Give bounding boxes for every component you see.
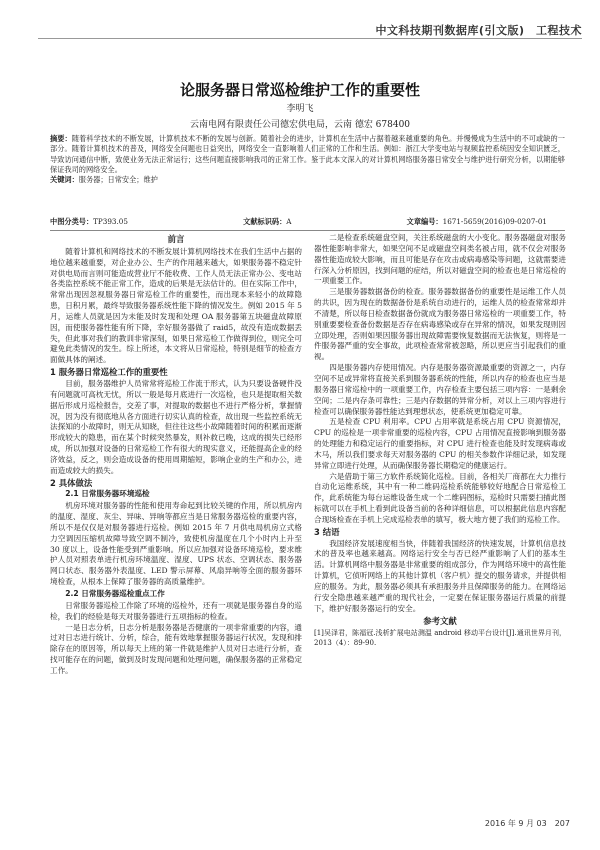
article-number-label: 文章编号： bbox=[406, 217, 443, 226]
doc-code-label: 文献标识码： bbox=[243, 217, 287, 226]
abstract-text: 随着科学技术的不断发展，计算机技术不断的发展与创新。随着社会的进步，计算机在生活中占据着越来越重要的角色。并慢慢成为生活中的不可或缺的一部分。随着计算机技术的普及，网络安全问题也日益突出，网络安全一直影响着人们正常的工作和生活。例如：浙江大学变电站与视频监控系统因安全知识匮乏，导致访问通信中断，致使业务无法正常运行；这些问题直接影响我司的正常工作。鉴于此本文深入的对计算机网络服务器日常安全与维护进行研究分析，以期能够保证我司的网络安全。 bbox=[50, 134, 565, 174]
check-item-3: 三是服务器数据备份的检查。服务器数据备份的重要性是运维工作人员的共识，因为现在的数据备份是系统自动进行的，运维人员的检查常常却并不清楚，所以每日检查数据备份就成为服务器日常巡检的一项重要工作，特别重要要检查备份数据是否存在病毒感染或存在异常的情况，如果发现则因立即处理，否则如果因服务器出现故障需要恢复数据而无法恢复，则将是一件服务器严重的安全事故，此项检查常常被忽略，所以更应当引起我们的重视。 bbox=[314, 287, 566, 362]
section2-1-heading: 2.1 日常服务器环境巡检 bbox=[65, 489, 150, 499]
references-heading: 参考文献 bbox=[423, 615, 457, 626]
reference-item: [1]吴泽君，陈福冠.浅析扩展电站测温 android 移动平台设计[J].通讯世界月刊，2013（4）：89-90. bbox=[314, 629, 566, 648]
section3-paragraph: 我国经济发展速度相当快，伴随着我国经济的快速发展，计算机信息技术的普及率也越来越高。网络运行安全与否已经严重影响了人们的基本生活。计算机网络中服务器是非常重要的组成部分，作为网络环境中的高性能计算机，它侦听网络上的其他计算机（客户机）提交的服务请求，并提供相应的服务。为此，服务器必须具有承担服务并且保障服务的能力。在网络运行安全隐患越来越严重的现代社会，一定要在保证服务器运行质量的前提下，维护好服务器运行的安全。 bbox=[314, 538, 566, 613]
page-footer: 2016 年 9 月 03 207 bbox=[484, 819, 570, 828]
keywords-label: 关键词： bbox=[50, 175, 79, 185]
section3-heading: 3 结语 bbox=[314, 526, 340, 537]
section1-heading: 1 服务器日常巡检工作的重要性 bbox=[50, 367, 168, 378]
section2-heading: 2 具体做法 bbox=[50, 477, 93, 488]
check-item-6: 六是借助于第三方软件系统简化巡检。目前，各相关厂商都在大力推行自动化运维系统，其中有一种二维码巡检系统能够较好地配合日常巡检工作，此系统能为每台运维设备生成一个二维码图标，巡检时只需要扫描此图标就可以在手机上看到此设备当前的各种详细信息，可以根据此信息内容配合现场检查在手机上完成巡检表单的填写，极大地方便了我们的巡检工作。 bbox=[314, 471, 566, 524]
article-author: 李明飞 bbox=[286, 104, 314, 114]
article-number-value: 1671-5659(2016)09-0207-01 bbox=[442, 217, 547, 226]
header-rule bbox=[38, 38, 582, 39]
clc-label: 中图分类号： bbox=[50, 217, 94, 226]
section2-1-paragraph: 机房环境对服务器的性能和使用寿命起到比较关键的作用，所以机房内的温度、湿度、灰尘、异味、异响等都应当是日常服务器巡检的重要内容，所以不是仅仅是对服务器进行巡检。例如 2015 年 7 月供电局机房立式格力空调因压缩机故障导致空调不制冷，致使机房温度在几个小时内上升至 30 度以上，设备性能受到严重影响。所以应加强对设备环境巡检，要求维护人员对照表单进行机房环境温度、湿度、UPS 状态、空调状态、服务器网口状态、服务器外表温度、LED 警示屏幕、风扇异响等全面的服务器环境检查，从根本上保障了服务器的高质量维护。 bbox=[50, 501, 302, 587]
preface-heading: 前言 bbox=[167, 234, 185, 244]
preface-paragraph: 随着计算机和网络技术的不断发展计算机网络技术在我们生活中占据的地位越来越重要，对企业办公、生产的作用越来越大，如果服务器不稳定针对供电局而言则可能造成营业厅不能收费、工作人员无法正常办公、变电站各类监控系统不能正常工作，造成的后果是无法估计的。但在实际工作中，常常出现因忽视服务器日常巡检工作的重要性，而出现本来轻小的故障隐患，日积月累，最终导致服务器系统性能下降的情况发生。例如 2015 年 5 月，运维人员就是因为未能及时发现和处理 OA 服务器第五块磁盘故障原因，而使服务器性能有所下降，幸好服务器做了 raid5，故没有造成数据丢失，但此事对我们的教训非常深刻，如果日常巡检工作做得到位，则完全可避免此类情况的发生。综上所述，本文将从日常巡检，特别是细节的检查方面做具体的阐述。 bbox=[50, 246, 302, 365]
separator-rule bbox=[50, 230, 565, 231]
check-item-2: 二是检查系统磁盘空间，关注系统磁盘的大小变化。服务器磁盘对服务器性能影响非常大，如果空间不足或磁盘空间类名被占用，就不仅会对服务器性能造成较大影响，而且可能是存在攻击或病毒感染等问题，这就需要进行深入分析原因，找到问题的症结，所以对磁盘空间的检查也是日常巡检的一项重要工作。 bbox=[314, 233, 566, 286]
check-item-4: 四是服务器内存使用情况。内存是服务器资源最重要的资源之一，内存空间不足或异常将直接关系到服务器系统的性能，所以内存的检查也应当是服务器日常巡检中的一项重要工作，内存检查主要包括三项内容：一是剩余空间；二是内存条可靠性；三是内存数据的异常分析，对以上三项内容进行检查可以确保服务器性能达到理想状态，使系统更加稳定可靠。 bbox=[314, 363, 566, 416]
left-column bbox=[50, 233, 302, 677]
journal-header-text: 中文科技期刊数据库(引文版) 工程技术 bbox=[375, 24, 582, 37]
references-list bbox=[314, 628, 566, 648]
clc-number bbox=[50, 217, 128, 227]
abstract-label: 摘要： bbox=[50, 134, 72, 143]
right-column bbox=[314, 233, 566, 648]
section1-paragraph: 目前，服务器维护人员常常将巡检工作流于形式，认为只要设备硬件没有问题就可高枕无忧，所以一般是每月底进行一次巡检，也只是提取相关数据后形成月巡检报告，交差了事，对提取的数据也不进行严格分析，掌握情况，因为没有彻底地从各方面进行切实认真的检查，故出现一些监控系统无法探知的小故障时，则无从知晓，但往往这些小故障随着时间的积累而逐渐形成较大的隐患，而在某个时候突然暴发，则补救已晚，这成的损失已经形成，所以加强对设备的日常巡检工作有很大的现实意义，还能提高企业的经济效益，反之，则会造成设备的使用周期缩短，影响企业的生产和办公，进而造成较大的损失。 bbox=[50, 378, 302, 475]
article-number bbox=[407, 217, 547, 227]
clc-value: TP393.05 bbox=[93, 217, 128, 226]
classification-line bbox=[50, 217, 565, 227]
doc-code-value: A bbox=[286, 217, 292, 226]
section2-2-heading: 2.2 日常服务器巡检重点工作 bbox=[65, 589, 165, 598]
section2-2-paragraph: 日常服务器巡检工作除了环境的巡检外，还有一项就是服务器自身的巡检，我们的经验是每天对服务器进行五项指标的检查。 bbox=[50, 600, 302, 621]
journal-header bbox=[0, 0, 600, 48]
article-title: 论服务器日常巡检维护工作的重要性 bbox=[179, 81, 420, 99]
doc-code bbox=[243, 217, 291, 227]
keywords-text: 服务器；日常安全；维护 bbox=[78, 175, 158, 185]
check-item-5: 五是检查 CPU 利用率。CPU 占用率就是系统占用 CPU 资源情况，CPU 的巡检是一项非常重要的巡检内容，CPU 占用情况直接影响到服务器的处理能力和稳定运行的重要指标，对 CPU 进行检查也能及时发现病毒或木马，所以我们要求每天对服务器的 CPU 的相关参数作详细记录，如发现异常立即进行处理，从而确保服务器长期稳定的健康运行。 bbox=[314, 417, 566, 470]
check-item-1: 一是日志分析，日志分析是服务器是否健康的一项非常重要的内容，通过对日志进行统计、分析，综合，能有效地掌握服务器运行状况，发现和排除存在的原因等，所以每天上班的第一件就是维护人员对日志进行分析，查找可能存在的问题，做到及时发现问题和处理问题，确保服务器的正常稳定工作。 bbox=[50, 622, 302, 675]
article-affiliation: 云南电网有限责任公司德宏供电局，云南 德宏 678400 bbox=[189, 120, 411, 130]
abstract-block bbox=[50, 134, 565, 185]
